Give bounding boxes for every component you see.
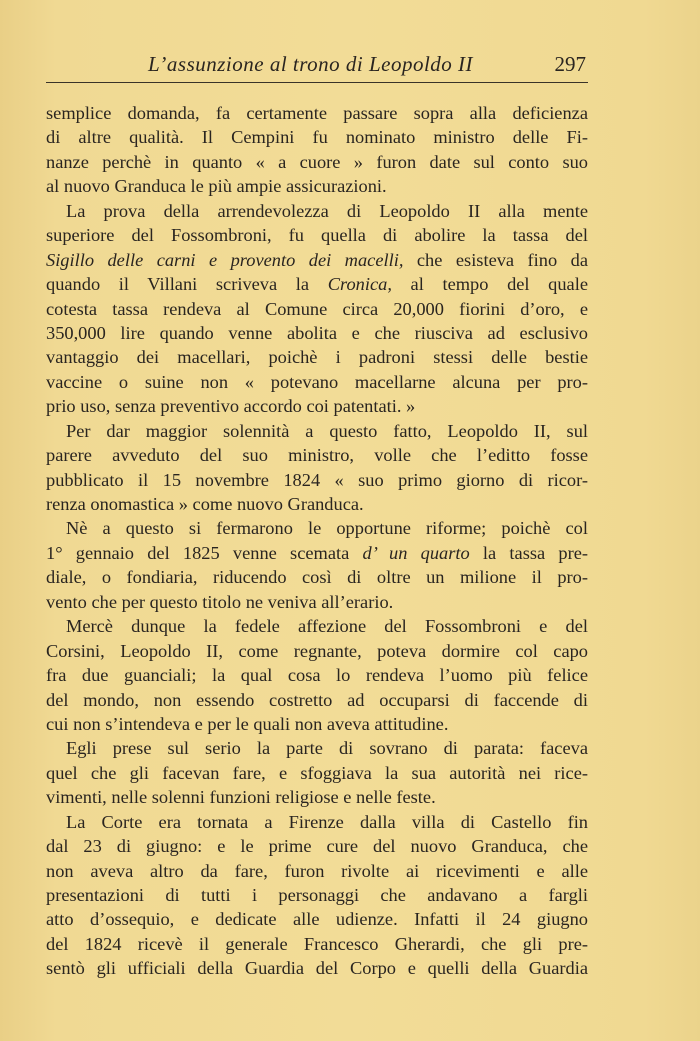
text-line: Mercè dunque la fedele affezione del Fossombroni e del bbox=[66, 616, 588, 637]
text-line: presentazioni di tutti i personaggi che andavano a fargli bbox=[46, 885, 588, 905]
text-line: del mondo, non essendo costretto ad occuparsi di faccende di bbox=[46, 689, 588, 710]
text-line: prio uso, senza preventivo accordo coi patentati. » bbox=[46, 396, 416, 417]
text-line: quel che gli facevan fare, e sfoggiava la sua autorità nei rice- bbox=[46, 762, 588, 783]
header-rule bbox=[46, 82, 588, 83]
italic-span: d’ un quarto bbox=[362, 542, 470, 563]
text-line: Egli prese sul serio la parte di sovrano di parata: faceva bbox=[66, 738, 588, 759]
text-line: dal 23 di giugno: e le prime cure del nuovo Granduca, che bbox=[46, 836, 588, 857]
text-line: non aveva altro da fare, furon rivolte ai ricevimenti e alle bbox=[46, 860, 588, 881]
text-line: La prova della arrendevolezza di Leopoldo II alla mente bbox=[66, 200, 588, 221]
text-line bbox=[46, 541, 588, 565]
text-line: nanze perchè in quanto « a cuore » furon date sul conto suo bbox=[46, 151, 588, 172]
body-text bbox=[46, 101, 588, 981]
text-line: al nuovo Granduca le più ampie assicurazioni. bbox=[46, 176, 387, 197]
text-line: 350,000 lire quando venne abolita e che riusciva ad esclusivo bbox=[46, 322, 588, 343]
running-header bbox=[46, 52, 586, 80]
text-line: Nè a questo si fermarono le opportune riforme; poichè col bbox=[66, 518, 588, 539]
text-line: superiore del Fossombroni, fu quella di abolire la tassa del bbox=[46, 225, 588, 246]
text-line: diale, o fondiaria, riducendo così di oltre un milione il pro- bbox=[46, 567, 588, 588]
text-span: che esisteva fino da bbox=[403, 249, 588, 270]
text-span: al tempo del quale bbox=[391, 274, 588, 295]
text-line: del 1824 ricevè il generale Francesco Gherardi, che gli pre- bbox=[46, 933, 588, 954]
text-span: quando il Villani scriveva la bbox=[46, 274, 328, 295]
text-line: di altre qualità. Il Cempini fu nominato ministro delle Fi- bbox=[46, 127, 588, 148]
text-line: vaccine o suine non « potevano macellarne alcuna per pro- bbox=[46, 371, 588, 392]
italic-span: Sigillo delle carni e provento dei macelli, bbox=[46, 249, 404, 270]
text-line: atto d’ossequio, e dedicate alle udienze. Infatti il 24 giugno bbox=[46, 909, 588, 930]
text-line: semplice domanda, fa certamente passare sopra alla deficienza bbox=[46, 103, 588, 123]
running-title: L’assunzione al trono di Leopoldo II bbox=[148, 52, 474, 76]
text-line: sentò gli ufficiali della Guardia del Corpo e quelli della Guardia bbox=[46, 958, 588, 979]
text-line: Corsini, Leopoldo II, come regnante, poteva dormire col capo bbox=[46, 640, 588, 661]
text-line: cotesta tassa rendeva al Comune circa 20,000 fiorini d’oro, e bbox=[46, 298, 588, 319]
text-line: pubblicato il 15 novembre 1824 « suo primo giorno di ricor- bbox=[46, 469, 588, 490]
page-number: 297 bbox=[554, 52, 586, 76]
text-line: vimenti, nelle solenni funzioni religiose e nelle feste. bbox=[46, 787, 436, 808]
text-line: Per dar maggior solennità a questo fatto, Leopoldo II, sul bbox=[66, 420, 588, 441]
text-line: fra due guanciali; la qual cosa lo rendeva l’uomo più felice bbox=[46, 665, 588, 686]
italic-span: Cronica, bbox=[327, 274, 392, 295]
text-line: La Corte era tornata a Firenze dalla villa di Castello fin bbox=[66, 811, 588, 832]
text-line: vento che per questo titolo ne veniva all’erario. bbox=[46, 591, 394, 612]
text-line: cui non s’intendeva e per le quali non aveva attitudine. bbox=[46, 713, 449, 734]
text-line: renza onomastica » come nuovo Granduca. bbox=[46, 494, 364, 514]
text-span: la tassa pre- bbox=[469, 542, 588, 563]
text-line bbox=[46, 272, 588, 296]
text-line: vantaggio dei macellari, poichè i padroni stessi delle bestie bbox=[46, 347, 588, 368]
text-line: parere avveduto del suo ministro, volle che l’editto fosse bbox=[46, 445, 588, 466]
text-span: 1° gennaio del 1825 venne scemata bbox=[46, 542, 363, 563]
text-line bbox=[46, 248, 588, 272]
